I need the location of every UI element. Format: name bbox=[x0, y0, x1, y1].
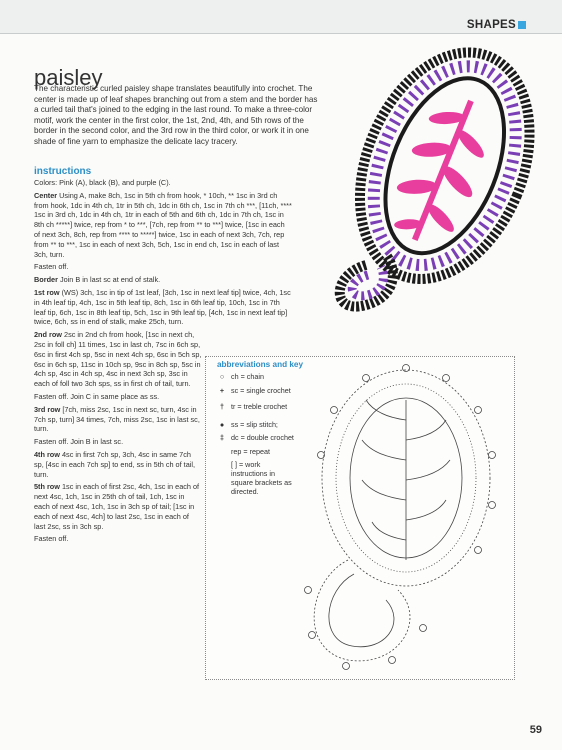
section-label: SHAPES bbox=[466, 19, 516, 31]
fasten-off-2: Fasten off. Join C in same place as ss. bbox=[34, 391, 160, 401]
page-number: 59 bbox=[529, 724, 542, 736]
abbreviations-title: abbreviations and key bbox=[217, 360, 304, 369]
row1-label: 1st row bbox=[34, 287, 60, 297]
abbr-brackets: [ ] = work instructions in square brackets as directed. bbox=[231, 460, 292, 496]
row3-text: [7ch, miss 2sc, 1sc in next sc, turn, 4sc in 7ch sp, turn] 34 times, 7ch, miss 2sc, 1sc in last sc, turn. bbox=[34, 404, 200, 434]
center-label: Center bbox=[34, 190, 58, 200]
fasten-off-4: Fasten off. bbox=[34, 534, 69, 544]
row2-paragraph bbox=[34, 330, 202, 389]
chain-oval-icon: ○ bbox=[219, 372, 225, 381]
fasten-off-1: Fasten off. bbox=[34, 262, 69, 272]
slip-stitch-dot-icon: ● bbox=[219, 420, 225, 429]
abbr-repeat: rep = repeat bbox=[231, 447, 270, 456]
header-rule bbox=[0, 33, 562, 34]
row5-label: 5th row bbox=[34, 482, 60, 492]
row3-paragraph bbox=[34, 405, 202, 434]
diagram-tail-inner bbox=[329, 574, 394, 647]
running-header bbox=[0, 0, 562, 34]
double-crochet-icon: ‡ bbox=[220, 433, 224, 442]
abbr-slip-stitch: ● ss = slip stitch; bbox=[221, 420, 301, 429]
center-paragraph bbox=[34, 191, 292, 260]
fasten-off-3: Fasten off. Join B in last sc. bbox=[34, 437, 124, 447]
row5-text: 1sc in each of first 2sc, 4ch, 1sc in each of next 4sc, 1ch, 1sc in 25th ch of tail, 1ch, 1sc in each of next 4sc, 1ch, 1sc in 3ch sp of tail; [1sc in each of next 4sc, 4ch] to last 2sc, 1sc in each of last 2sc, ss in 3ch sp. bbox=[34, 482, 200, 531]
row1-paragraph bbox=[34, 288, 292, 327]
row4-label: 4th row bbox=[34, 449, 60, 459]
abbr-chain: ○ ch = chain bbox=[221, 372, 301, 381]
row4-paragraph bbox=[34, 450, 202, 479]
diagram-picots bbox=[305, 365, 496, 670]
instructions-heading: instructions bbox=[34, 166, 92, 177]
paisley-photo bbox=[326, 45, 556, 315]
abbr-treble-crochet: † tr = treble crochet bbox=[221, 402, 301, 411]
row2-label: 2nd row bbox=[34, 330, 62, 340]
intro-paragraph: The characteristic curled paisley shape translates beautifully into crochet. The center is made up of leaf shapes branching out from a stem and the border has a curled tail that's joined to the edging in the last round. To make a three-color motif, work the center in the first color, the 1st, 2nd, 4th, and 5th rows of the border in the second color, and the 3rd row in the third color, or work it in one shade of fine yarn to emphasize the delicate lacy tracery. bbox=[34, 84, 318, 146]
abbr-double-crochet: ‡ dc = double crochet bbox=[221, 433, 301, 442]
section-marker bbox=[518, 21, 526, 29]
row4-text: 4sc in first 7ch sp, 3ch, 4sc in same 7ch sp, [4sc in each 7ch sp] to end, ss in 5th ch of tail, turn. bbox=[34, 449, 196, 479]
row1-text: (WS) 3ch, 1sc in tip of 1st leaf, [3ch, 1sc in next leaf tip] twice, 4ch, 1sc in 4th leaf tip, 4ch, 1sc in 5th leaf tip, 8ch, 1sc in 6th leaf tip, 10ch, 1sc in 7th leaf tip, 6ch, 1sc in 8th leaf tip, 5ch, 1sc in 9th leaf tip, [4ch, 1sc in next leaf tip] twice, 6ch, ss in end of stalk, make 25ch, turn. bbox=[34, 287, 291, 327]
page-title: paisley bbox=[34, 64, 103, 90]
center-text: Using A, make 8ch, 1sc in 5th ch from hook, * 10ch, ** 1sc in 3rd ch from hook, 1dc in 4th ch, 1tr in 5th ch, 1dc in 6th ch, 1sc in 7th ch ***, [11ch, **** 1sc in 3rd ch, 1dc in 4th ch, 1tr in each of 5th and 6th ch, 1dc in 7th ch, 1sc in 8th ch *****] twice, rep from * to ***, [7ch, rep from ** to ***] twice, [1sc in each of next 3ch, 8ch, rep from **** to *****] twice, 1sc in each of next 3ch, 7ch, rep from ** to ***, 1sc in each of next 3ch, 5ch, 1sc in end ch, 1sc in each of last 3ch, turn. bbox=[34, 190, 292, 259]
row2-text: 2sc in 2nd ch from hook, [1sc in next ch, 2sc in foll ch] 11 times, 1sc in last ch, 7sc in 6ch sp, 6sc in first 4ch sp, 5sc in next 4ch sp, 6sc in 5ch sp, 6sc in 6ch sp, 11sc in 10ch sp, 9sc in 8ch sp, 5sc in 4ch sp, 4sc in 4ch sp, 4sc in next 3ch sp, 3sc in each of foll two 3ch sps, ss in first ch of tail, turn. bbox=[34, 330, 202, 389]
border-paragraph bbox=[34, 275, 292, 285]
row5-paragraph bbox=[34, 482, 202, 531]
border-text: Join B in last sc at end of stalk. bbox=[59, 275, 161, 285]
crochet-chart-diagram bbox=[288, 360, 512, 676]
treble-crochet-icon: † bbox=[220, 402, 224, 411]
row3-label: 3rd row bbox=[34, 404, 61, 414]
diagram-tail-outer bbox=[314, 560, 410, 661]
abbr-single-crochet: + sc = single crochet bbox=[221, 386, 301, 395]
colors-line: Colors: Pink (A), black (B), and purple (C). bbox=[34, 178, 171, 187]
border-label: Border bbox=[34, 275, 58, 285]
single-crochet-cross-icon: + bbox=[219, 386, 225, 395]
